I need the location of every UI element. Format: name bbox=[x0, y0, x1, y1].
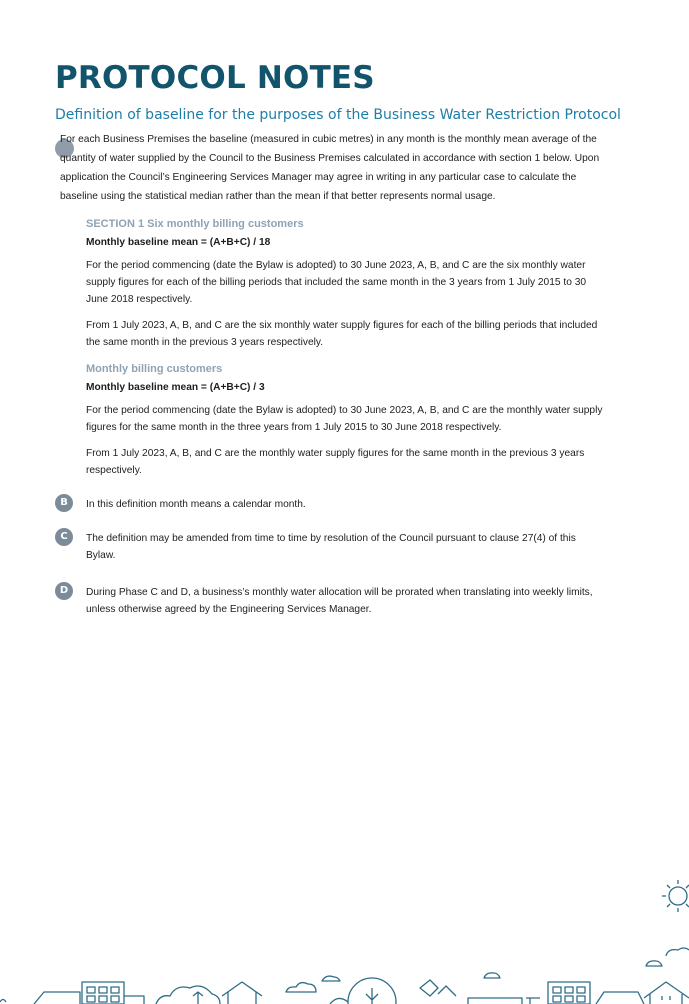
section-2-formula: Monthly baseline mean = (A+B+C) / 3 bbox=[86, 382, 265, 393]
note-d-badge: D bbox=[55, 582, 73, 600]
section-2 bbox=[86, 363, 606, 479]
intro-paragraph: For each Business Premises the baseline (measured in cubic metres) in any month is the monthly mean average of the quantity of water supplied by the Council to the Business Premises calculated in accordance with section 1 below. Upon application the Council’s Engineering Services Manager may agree in writing in any particular case to calculate the baseline using the statistical median rather than the mean if that better represents normal usage. bbox=[60, 134, 600, 202]
note-b-text: In this definition month means a calendar month. bbox=[86, 499, 306, 510]
section-2-paragraph-2: From 1 July 2023, A, B, and C are the monthly water supply figures for the same month in the previous 3 years respectively. bbox=[86, 448, 585, 476]
page-subtitle: Definition of baseline for the purposes of the Business Water Restriction Protocol bbox=[55, 107, 621, 123]
section-1-paragraph-1: For the period commencing (date the Bylaw is adopted) to 30 June 2023, A, B, and C are the six monthly water supply figures for each of the billing periods that included the same month in the 3 years from 1 July 2015 to 30 June 2018 respectively. bbox=[86, 260, 587, 305]
page-title: PROTOCOL NOTES bbox=[55, 60, 375, 96]
section-1-formula: Monthly baseline mean = (A+B+C) / 18 bbox=[86, 237, 271, 248]
note-c-text: The definition may be amended from time to time by resolution of the Council pursuant to clause 27(4) of this Bylaw. bbox=[86, 533, 576, 561]
section-2-heading: Monthly billing customers bbox=[86, 363, 223, 375]
section-2-paragraph-1: For the period commencing (date the Bylaw is adopted) to 30 June 2023, A, B, and C are the monthly water supply figures for the same month in the three years from 1 July 2015 to 30 June 2018 respectively. bbox=[86, 405, 603, 433]
note-b-badge: B bbox=[55, 494, 73, 512]
section-1-heading: SECTION 1 Six monthly billing customers bbox=[86, 218, 304, 230]
note-d-text: During Phase C and D, a business’s monthly water allocation will be prorated when translating into weekly limits, unless otherwise agreed by the Engineering Services Manager. bbox=[86, 587, 593, 615]
town-skyline-illustration bbox=[0, 940, 689, 1004]
section-1-paragraph-2: From 1 July 2023, A, B, and C are the six monthly water supply figures for each of the billing periods that included the same month in the previous 3 years respectively. bbox=[86, 320, 598, 348]
sun-icon bbox=[656, 876, 689, 916]
section-1 bbox=[86, 218, 606, 351]
note-c-badge: C bbox=[55, 528, 73, 546]
